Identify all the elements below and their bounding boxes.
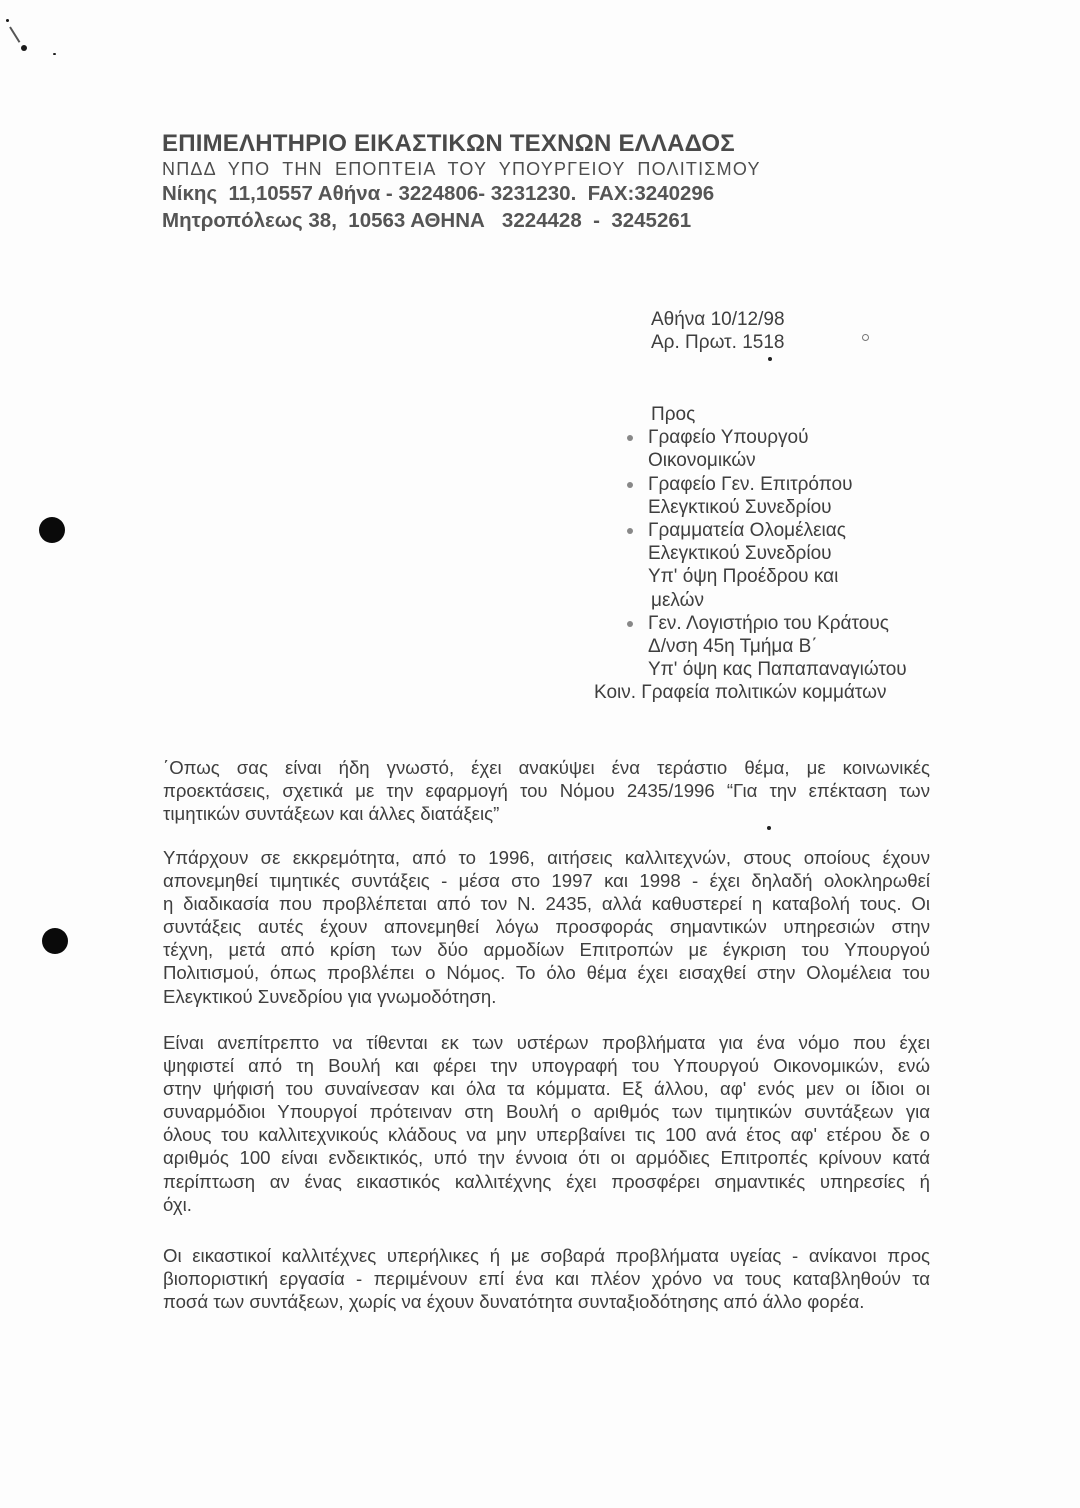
paragraph-line: στην ψήφισή του συναίνεσαν και όλα τα κόμματα. Εξ άλλου, αφ' ενός μεν οι ίδιοι οι (163, 1078, 930, 1100)
body-paragraph-2 (163, 846, 930, 1008)
punch-hole-top (39, 517, 65, 543)
recipient-item-line: Ελεγκτικού Συνεδρίου (648, 543, 832, 565)
to-label: Προς (651, 404, 696, 425)
paragraph-line: περίπτωση αν ένας εικαστικός καλλιτέχνης έχει προσφέρει σημαντικές υπηρεσίες ή (163, 1170, 930, 1192)
paragraph-line: τέχνη, μετά από κρίση των δύο αρμοδίων Επιτροπών με έγκριση του Υπουργού (163, 939, 930, 961)
recipient-item-line: Ελεγκτικού Συνεδρίου (648, 496, 832, 518)
scan-speck (862, 334, 869, 341)
body-paragraph-1 (163, 756, 930, 825)
punch-hole-bottom (42, 928, 68, 954)
organization-subtitle: ΝΠΔΔ ΥΠΟ ΤΗΝ ΕΠΟΠΤΕΙΑ ΤΟΥ ΥΠΟΥΡΓΕΙΟΥ ΠΟΛΙΤΙΣΜΟΥ (162, 159, 761, 179)
recipient-item-line: Δ/νση 45η Τμήμα Β΄ (648, 636, 818, 658)
recipient-item-line: Υπ' όψη κας Παπαπαναγιώτου (648, 659, 907, 681)
recipient-item-line: Υπ' όψη Προέδρου και (648, 566, 839, 588)
paragraph-line: όχι. (163, 1193, 192, 1215)
paragraph-line: αριθμός 100 είναι ενδεικτικός, υπό την έννοια ότι οι αρμόδιες Επιτροπές κρίνουν κατά (163, 1147, 930, 1169)
recipient-item: Γραφείο Υπουργού (620, 426, 907, 449)
recipient-item-line: μελών (651, 589, 704, 611)
scan-speck (768, 357, 772, 361)
paragraph-line: Οι εικαστικοί καλλιτέχνες υπερήλικες ή με σοβαρά προβλήματα υγείας - ανίκανοι προς (163, 1245, 930, 1266)
body-paragraph-3 (163, 1031, 930, 1216)
protocol-number: Αρ. Πρωτ. 1518 (651, 332, 785, 353)
paragraph-line: Υπάρχουν σε εκκρεμότητα, από το 1996, αιτήσεις καλλιτεχνών, στους οποίους έχουν (163, 847, 930, 868)
paragraph-line: ΄Οπως σας είναι ήδη γνωστό, έχει ανακύψει ένα τεράστιο θέμα, με κοινωνικές (163, 757, 930, 778)
paragraph-line: απονεμηθεί τιμητικές συντάξεις - μέσα στο 1997 και 1998 - έχει δηλαδή ολοκληρωθεί (163, 870, 930, 892)
scan-speck (21, 45, 27, 51)
address-line-2: Μητροπόλεως 38, 10563 ΑΘΗΝΑ 3224428 - 3245261 (162, 209, 692, 232)
bullet-icon (627, 621, 633, 627)
recipients-block (594, 403, 907, 705)
paragraph-line: Πολιτισμού, όπως προβλέπει ο Νόμος. Το όλο θέμα έχει εισαχθεί στην Ολομέλεια του (163, 962, 930, 984)
organization-name: ΕΠΙΜΕΛΗΤΗΡΙΟ ΕΙΚΑΣΤΙΚΩΝ ΤΕΧΝΩΝ ΕΛΛΑΔΟΣ (162, 130, 735, 157)
paragraph-line: ψηφιστεί από τη Βουλή και φέρει την υπογραφή του Υπουργού Οικονομικών, ενώ (163, 1055, 930, 1077)
scan-scratch (9, 26, 20, 42)
paragraph-line: προεκτάσεις, σχετικά με την εφαρμογή του Νόμου 2435/1996 “Για την επέκταση των (163, 780, 930, 802)
recipient-item: Γεν. Λογιστήριο του Κράτους (620, 612, 907, 635)
scan-speck (53, 53, 56, 55)
scan-speck (6, 19, 9, 22)
paragraph-line: βιοποριστική εργασία - περιμένουν επί ένα και πλέον χρόνο να τους καταβληθούν τα (163, 1268, 930, 1290)
letter-meta (651, 308, 785, 354)
letter-date: Αθήνα 10/12/98 (651, 309, 785, 330)
letterhead (162, 130, 761, 234)
paragraph-line: συναρμόδιοι Υπουργοί πρότειναν στη Βουλή ο αριθμός των τιμητικών συντάξεων για (163, 1101, 930, 1123)
body-paragraph-4 (163, 1244, 930, 1313)
bullet-icon (627, 482, 633, 488)
paragraph-line: τιμητικών συντάξεων και άλλες διατάξεις” (163, 803, 500, 825)
cc-line: Κοιν. Γραφεία πολιτικών κομμάτων (594, 682, 887, 704)
scan-speck (767, 826, 771, 830)
bullet-icon (627, 528, 633, 534)
paragraph-line: Ελεγκτικού Συνεδρίου για γνωμοδότηση. (163, 985, 497, 1007)
paragraph-line: όλους του καλλιτεχνικούς κλάδους να μην υπερβαίνει τις 100 ανά έτος αφ' ετέρου δε ο (163, 1124, 930, 1146)
recipient-item: Γραμματεία Ολομέλειας (620, 519, 907, 542)
bullet-icon (627, 435, 633, 441)
paragraph-line: η διαδικασία που προβλέπεται από τον Ν. 2435, αλλά καθυστερεί η καταβολή τους. Οι (163, 893, 930, 915)
address-line-1: Νίκης 11,10557 Αθήνα - 3224806- 3231230. FAX:3240296 (162, 182, 715, 205)
paragraph-line: Είναι ανεπίτρεπτο να τίθενται εκ των υστέρων προβλήματα για ένα νόμο που έχει (163, 1032, 930, 1053)
paragraph-line: ποσά των συντάξεων, χωρίς να έχουν δυνατότητα συνταξιοδότησης από άλλο φορέα. (163, 1291, 865, 1313)
paragraph-line: συντάξεις αυτές έχουν απονεμηθεί λόγω προσφοράς σημαντικών υπηρεσιών στην (163, 916, 930, 938)
recipient-item: Γραφείο Γεν. Επιτρόπου (620, 473, 907, 496)
recipient-item-line: Οικονομικών (648, 450, 756, 472)
